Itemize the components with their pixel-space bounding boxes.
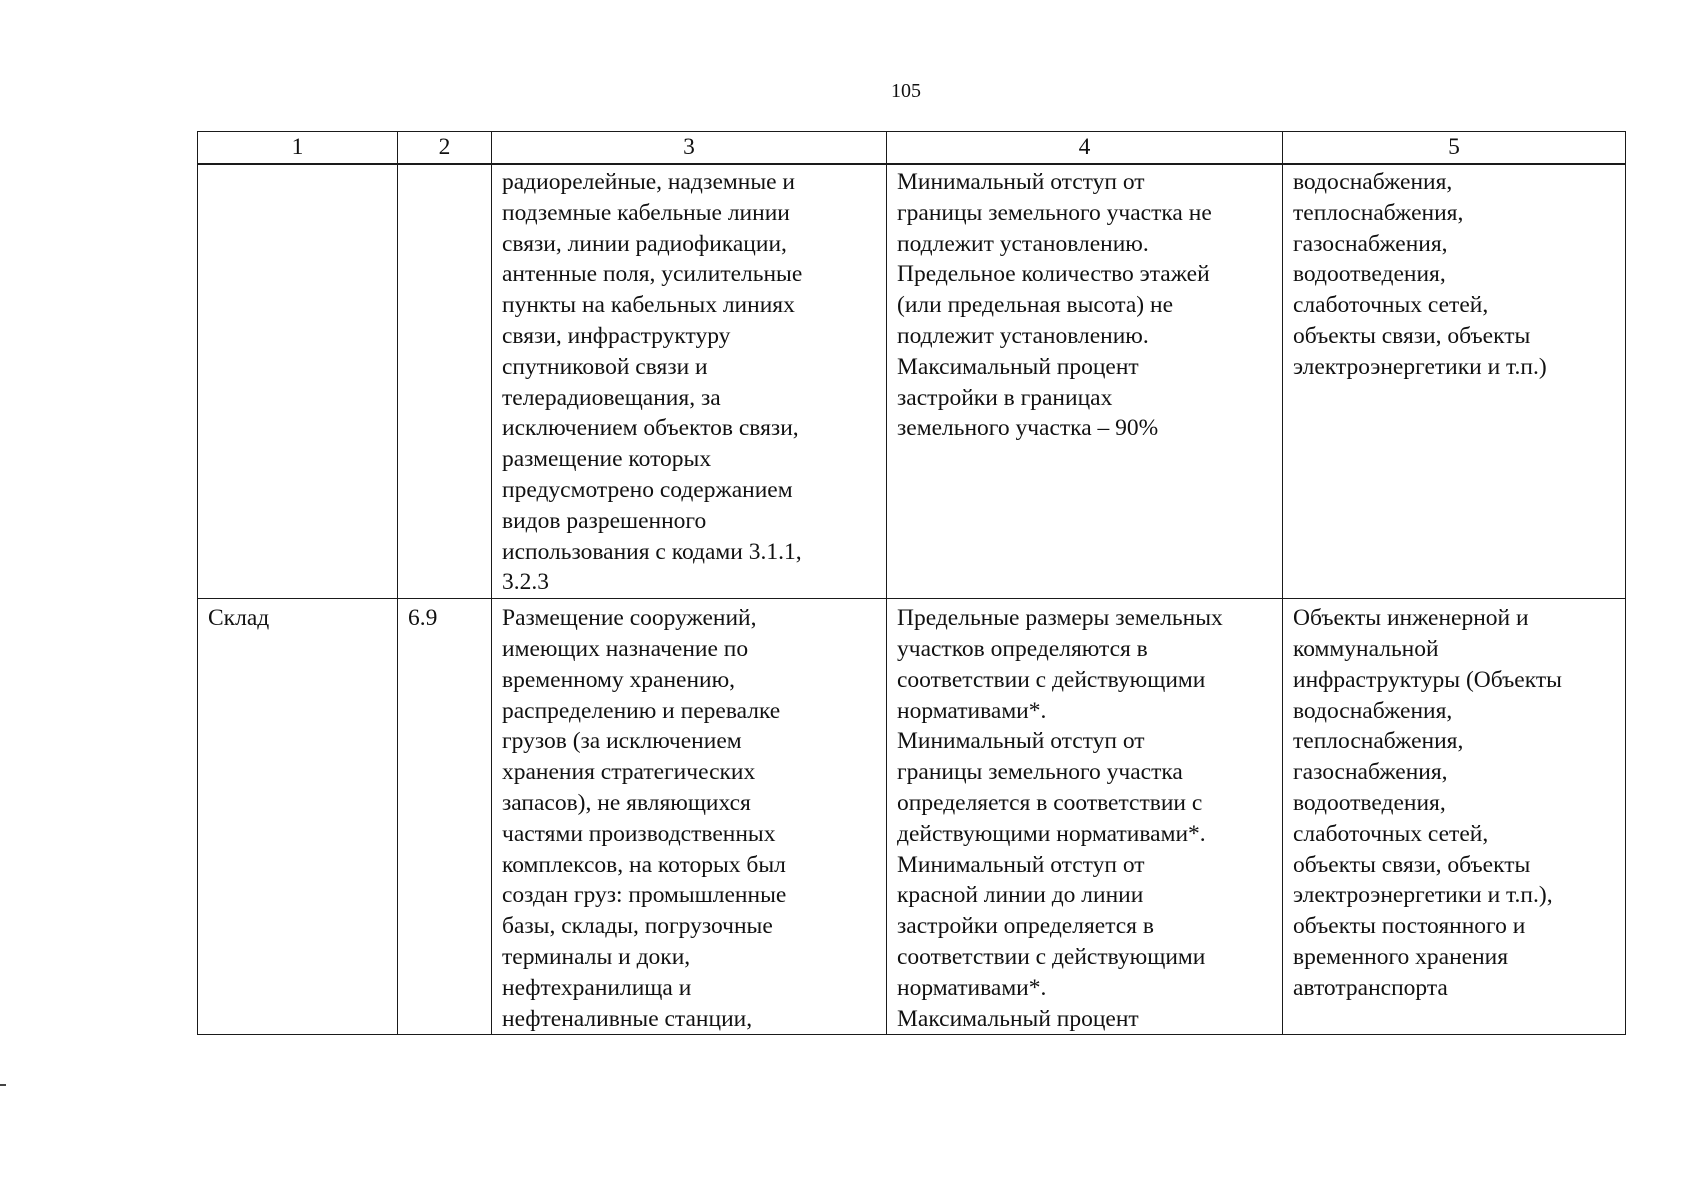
cell-text-line: временному хранению, <box>502 666 736 693</box>
table-row <box>198 164 1626 599</box>
cell-text-line: исключением объектов связи, <box>502 415 799 442</box>
cell-text-line: телерадиовещания, за <box>502 384 721 411</box>
cell-text-line: газоснабжения, <box>1293 230 1448 257</box>
cell-text-line: инфраструктуры (Объекты <box>1293 666 1562 693</box>
cell-text-line: застройки определяется в <box>897 913 1154 940</box>
cell-text-line: 3.2.3 <box>502 569 549 596</box>
cell-text-line: создан груз: промышленные <box>502 882 787 909</box>
cell-text-line: пункты на кабельных линиях <box>502 292 795 319</box>
cell-text-line: связи, инфраструктуру <box>502 322 731 349</box>
cell-text-line: Предельные размеры земельных <box>897 605 1223 632</box>
cell-text-line: Минимальный отступ от <box>897 169 1145 195</box>
cell-text-line: теплоснабжения, <box>1293 199 1464 226</box>
cell-parameters <box>887 599 1283 1035</box>
header-col-2: 2 <box>398 132 492 165</box>
header-col-3: 3 <box>492 132 887 165</box>
cell-text-line: Максимальный процент <box>897 353 1139 380</box>
cell-text-line: объекты связи, объекты <box>1293 851 1531 878</box>
cell-text-line: комплексов, на которых был <box>502 851 786 878</box>
cell-text-line: определяется в соответствии с <box>897 789 1203 816</box>
cell-text-line: размещение которых <box>502 446 712 473</box>
cell-text-line: земельного участка – 90% <box>897 415 1159 442</box>
cell-text-line: электроэнергетики и т.п.), <box>1293 882 1553 909</box>
cell-text-line: объекты связи, объекты <box>1293 322 1531 349</box>
cell-text-line: слаботочных сетей, <box>1293 820 1489 847</box>
cell-text-line: временного хранения <box>1293 943 1509 970</box>
cell-text-line: нефтеналивные станции, <box>502 1005 753 1032</box>
cell-text-line: Минимальный отступ от <box>897 851 1145 878</box>
cell-text-line: Объекты инженерной и <box>1293 605 1529 632</box>
cell-text-line: электроэнергетики и т.п.) <box>1293 353 1547 380</box>
header-col-5: 5 <box>1283 132 1626 165</box>
cell-text-line: теплоснабжения, <box>1293 728 1464 755</box>
header-col-4: 4 <box>887 132 1283 165</box>
header-col-1: 1 <box>198 132 398 165</box>
cell-land-use-name <box>198 164 398 599</box>
cell-text-line: нефтехранилища и <box>502 974 692 1001</box>
cell-text-line: водоснабжения, <box>1293 697 1453 724</box>
zoning-table <box>197 131 1626 1035</box>
cell-text-line: связи, линии радиофикации, <box>502 230 787 257</box>
cell-text-line: хранения стратегических <box>502 759 756 786</box>
cell-text-line: коммунальной <box>1293 635 1439 662</box>
cell-text-line: соответствии с действующими <box>897 943 1206 970</box>
cell-text-line: частями производственных <box>502 820 776 847</box>
cell-text-line: радиорелейные, надземные и <box>502 169 796 195</box>
scan-margin-mark <box>0 1084 6 1086</box>
cell-parameters <box>887 164 1283 599</box>
cell-description <box>492 599 887 1035</box>
cell-text-line: Максимальный процент <box>897 1005 1139 1032</box>
cell-text-line: Предельное количество этажей <box>897 261 1210 288</box>
cell-text-line: спутниковой связи и <box>502 353 708 380</box>
cell-text-line: терминалы и доки, <box>502 943 691 970</box>
cell-text-line: застройки в границах <box>897 384 1113 411</box>
cell-land-use-code <box>398 599 492 1035</box>
cell-auxiliary-uses <box>1283 599 1626 1035</box>
cell-text-line: 6.9 <box>408 605 438 632</box>
cell-text-line: нормативами*. <box>897 697 1047 724</box>
cell-auxiliary-uses <box>1283 164 1626 599</box>
cell-text-line: антенные поля, усилительные <box>502 261 803 288</box>
cell-text-line: видов разрешенного <box>502 507 707 534</box>
cell-text-line: водоснабжения, <box>1293 169 1453 195</box>
cell-text-line: использования с кодами 3.1.1, <box>502 538 802 565</box>
cell-text-line: распределению и перевалке <box>502 697 781 724</box>
cell-text-line: границы земельного участка не <box>897 199 1212 226</box>
cell-text-line: участков определяются в <box>897 635 1148 662</box>
cell-text-line: газоснабжения, <box>1293 759 1448 786</box>
cell-text-line: запасов), не являющихся <box>502 789 751 816</box>
page-number: 105 <box>891 80 921 102</box>
cell-text-line: красной линии до линии <box>897 882 1144 909</box>
cell-text-line: Склад <box>208 605 270 632</box>
cell-text-line: (или предельная высота) не <box>897 292 1173 319</box>
cell-text-line: соответствии с действующими <box>897 666 1206 693</box>
cell-text-line: предусмотрено содержанием <box>502 476 793 503</box>
cell-text-line: объекты постоянного и <box>1293 913 1526 940</box>
cell-text-line: базы, склады, погрузочные <box>502 913 773 940</box>
cell-text-line: подлежит установлению. <box>897 322 1149 349</box>
cell-text-line: слаботочных сетей, <box>1293 292 1489 319</box>
cell-description <box>492 164 887 599</box>
cell-text-line: подземные кабельные линии <box>502 199 790 226</box>
cell-text-line: границы земельного участка <box>897 759 1183 786</box>
cell-text-line: подлежит установлению. <box>897 230 1149 257</box>
cell-text-line: водоотведения, <box>1293 261 1446 288</box>
cell-text-line: действующими нормативами*. <box>897 820 1206 847</box>
cell-land-use-code <box>398 164 492 599</box>
cell-text-line: Минимальный отступ от <box>897 728 1145 755</box>
cell-text-line: автотранспорта <box>1293 974 1448 1001</box>
cell-text-line: грузов (за исключением <box>502 728 742 755</box>
cell-text-line: имеющих назначение по <box>502 635 749 662</box>
table-row <box>198 599 1626 1035</box>
cell-text-line: водоотведения, <box>1293 789 1446 816</box>
cell-text-line: нормативами*. <box>897 974 1047 1001</box>
header-row <box>198 132 1626 165</box>
cell-text-line: Размещение сооружений, <box>502 605 757 632</box>
cell-land-use-name <box>198 599 398 1035</box>
